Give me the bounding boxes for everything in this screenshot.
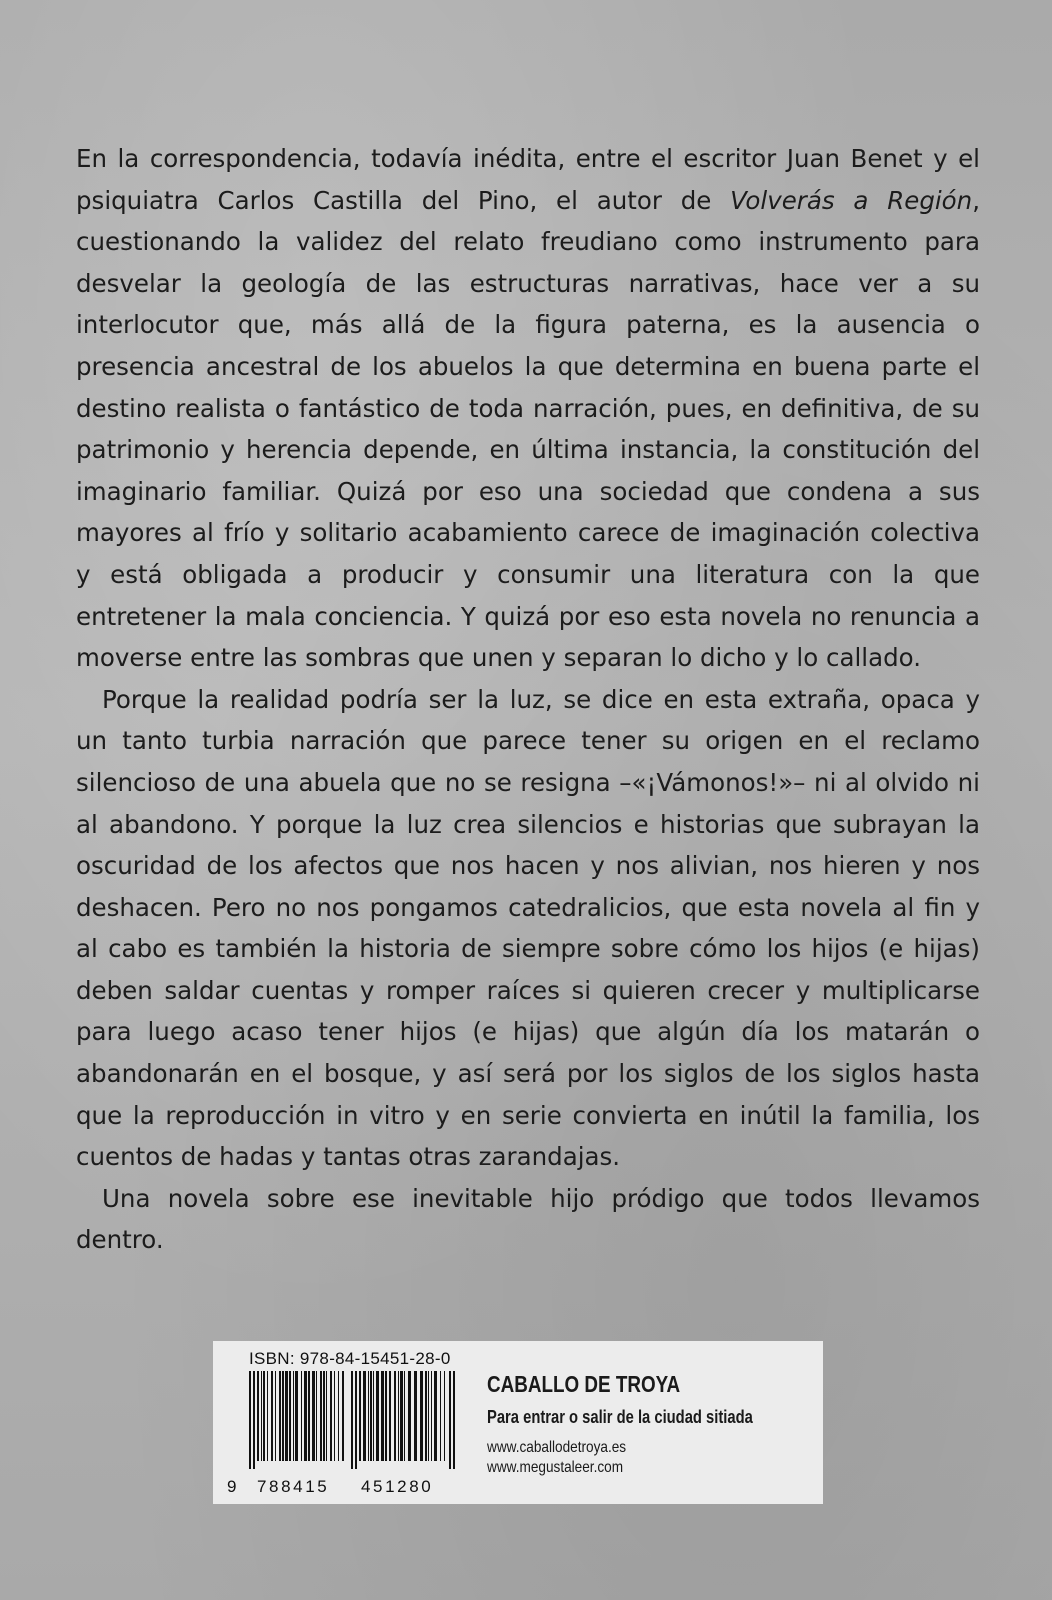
barcode-bar bbox=[323, 1371, 325, 1461]
barcode-bar bbox=[400, 1371, 403, 1461]
book-title-reference: Volverás a Región bbox=[730, 185, 973, 215]
retailer-url: www.megustaleer.com bbox=[487, 1459, 624, 1476]
blurb-paragraph-2: Porque la realidad podría ser la luz, se dice en esta extraña, opaca y un tanto turbia narración que parece tener su origen en el reclamo silencioso de una abuela que no se resigna –«¡Vámonos!»– ni al olvido ni al abandono. Y porque la luz crea silencios e historias que subrayan la oscuridad de los afectos que nos hacen y nos alivian, nos hieren y nos deshacen. Pero no nos pongamos catedralicios, que esta novela al fin y al cabo es también la historia de siempre sobre cómo los hijos (e hijas) deben saldar cuentas y romper raíces si quieren crecer y multiplicarse para luego acaso tener hijos (e hijas) que algún día los matarán o abandonarán en el bosque, y así será por los siglos de los siglos hasta que la reproducción in vitro y en serie convierta en inútil la familia, los cuentos de hadas y tantas otras zarandajas. bbox=[76, 684, 980, 1172]
barcode-bar bbox=[434, 1371, 437, 1461]
barcode-bar bbox=[295, 1371, 298, 1461]
barcode-bar bbox=[316, 1371, 317, 1461]
barcode-bar bbox=[381, 1371, 384, 1461]
barcode-bar bbox=[389, 1371, 391, 1461]
barcode-bar bbox=[342, 1371, 344, 1461]
barcode-bar bbox=[275, 1371, 276, 1461]
barcode-bar bbox=[320, 1371, 322, 1461]
barcode-bar bbox=[326, 1371, 327, 1461]
barcode-bar bbox=[279, 1371, 281, 1461]
barcode-bar bbox=[414, 1371, 417, 1461]
barcode-bar bbox=[444, 1371, 445, 1461]
barcode-bar bbox=[334, 1371, 335, 1461]
barcode-bar bbox=[449, 1371, 451, 1469]
barcode-bar bbox=[271, 1371, 273, 1461]
barcode-bar bbox=[261, 1371, 262, 1461]
blurb-paragraph-3: Una novela sobre ese inevitable hijo pródigo que todos llevamos dentro. bbox=[76, 1183, 980, 1255]
barcode-bar bbox=[285, 1371, 288, 1461]
blurb-paragraph-1 bbox=[76, 138, 980, 679]
barcode-bar bbox=[330, 1371, 332, 1461]
barcode bbox=[247, 1371, 459, 1469]
barcode-bar bbox=[253, 1371, 255, 1469]
barcode-bar bbox=[351, 1371, 353, 1469]
ean-first-digit: 9 bbox=[227, 1477, 237, 1496]
barcode-bar bbox=[249, 1371, 251, 1469]
legal-info-box bbox=[213, 1341, 823, 1504]
barcode-bar bbox=[301, 1371, 302, 1461]
barcode-bar bbox=[304, 1371, 307, 1461]
barcode-bar bbox=[368, 1371, 369, 1461]
barcode-bar bbox=[440, 1371, 441, 1461]
barcode-bar bbox=[398, 1371, 399, 1461]
barcode-bar bbox=[385, 1371, 387, 1461]
barcode-bar bbox=[263, 1371, 265, 1461]
barcode-bar bbox=[289, 1371, 291, 1461]
barcode-bar bbox=[431, 1371, 432, 1461]
barcode-bar bbox=[355, 1371, 357, 1469]
publisher-url: www.caballodetroya.es bbox=[487, 1439, 627, 1456]
barcode-bar bbox=[308, 1371, 310, 1461]
blurb-text: En la correspondencia, todavía inédita, entre el escritor Juan Benet y el psiquiatra Carlos Castilla del Pino, el autor de bbox=[76, 144, 980, 215]
barcode-bar bbox=[408, 1371, 411, 1461]
barcode-bar bbox=[293, 1371, 294, 1461]
barcode-bar bbox=[338, 1371, 339, 1461]
barcode-bar bbox=[404, 1371, 405, 1461]
barcode-bar bbox=[257, 1371, 259, 1461]
barcode-bar bbox=[282, 1371, 284, 1461]
barcode-bar bbox=[312, 1371, 315, 1461]
barcode-bar bbox=[428, 1371, 429, 1461]
barcode-bar bbox=[425, 1371, 427, 1461]
blurb-text: , cuestionando la validez del relato freudiano como instrumento para desvelar la geología de las estructuras narrativas, hace ver a su interlocutor que, más allá de la figura paterna, es la ausencia o presencia ancestral de los abuelos la que determina en buena parte el destino realista o fantástico de toda narración, pues, en definitiva, de su patrimonio y herencia depende, en última instancia, la constitución del imaginario familiar. Quizá por eso una sociedad que condena a sus mayores al frío y solitario acabamiento carece de imaginación colectiva y está obligada a producir y consumir una literatura con la que entretener la mala conciencia. Y quizá por eso esta novela no renuncia a moverse entre las sombras que unen y separan lo dicho y lo callado. bbox=[76, 185, 980, 673]
barcode-bar bbox=[373, 1371, 374, 1461]
barcode-bar bbox=[363, 1371, 366, 1461]
barcode-bar bbox=[359, 1371, 361, 1461]
barcode-bar bbox=[370, 1371, 372, 1461]
barcode-bar bbox=[267, 1371, 268, 1461]
back-cover-blurb bbox=[76, 138, 980, 1261]
publisher-tagline: Para entrar o salir de la ciudad sitiada bbox=[487, 1407, 753, 1427]
ean-left-digits: 788415 bbox=[257, 1477, 330, 1496]
barcode-bar bbox=[394, 1371, 396, 1461]
barcode-bar bbox=[376, 1371, 379, 1461]
barcode-bar bbox=[453, 1371, 455, 1469]
ean-right-digits: 451280 bbox=[361, 1477, 434, 1496]
isbn-label: ISBN: 978-84-15451-28-0 bbox=[249, 1349, 451, 1368]
barcode-bar bbox=[420, 1371, 423, 1461]
publisher-name: CABALLO DE TROYA bbox=[487, 1371, 681, 1397]
